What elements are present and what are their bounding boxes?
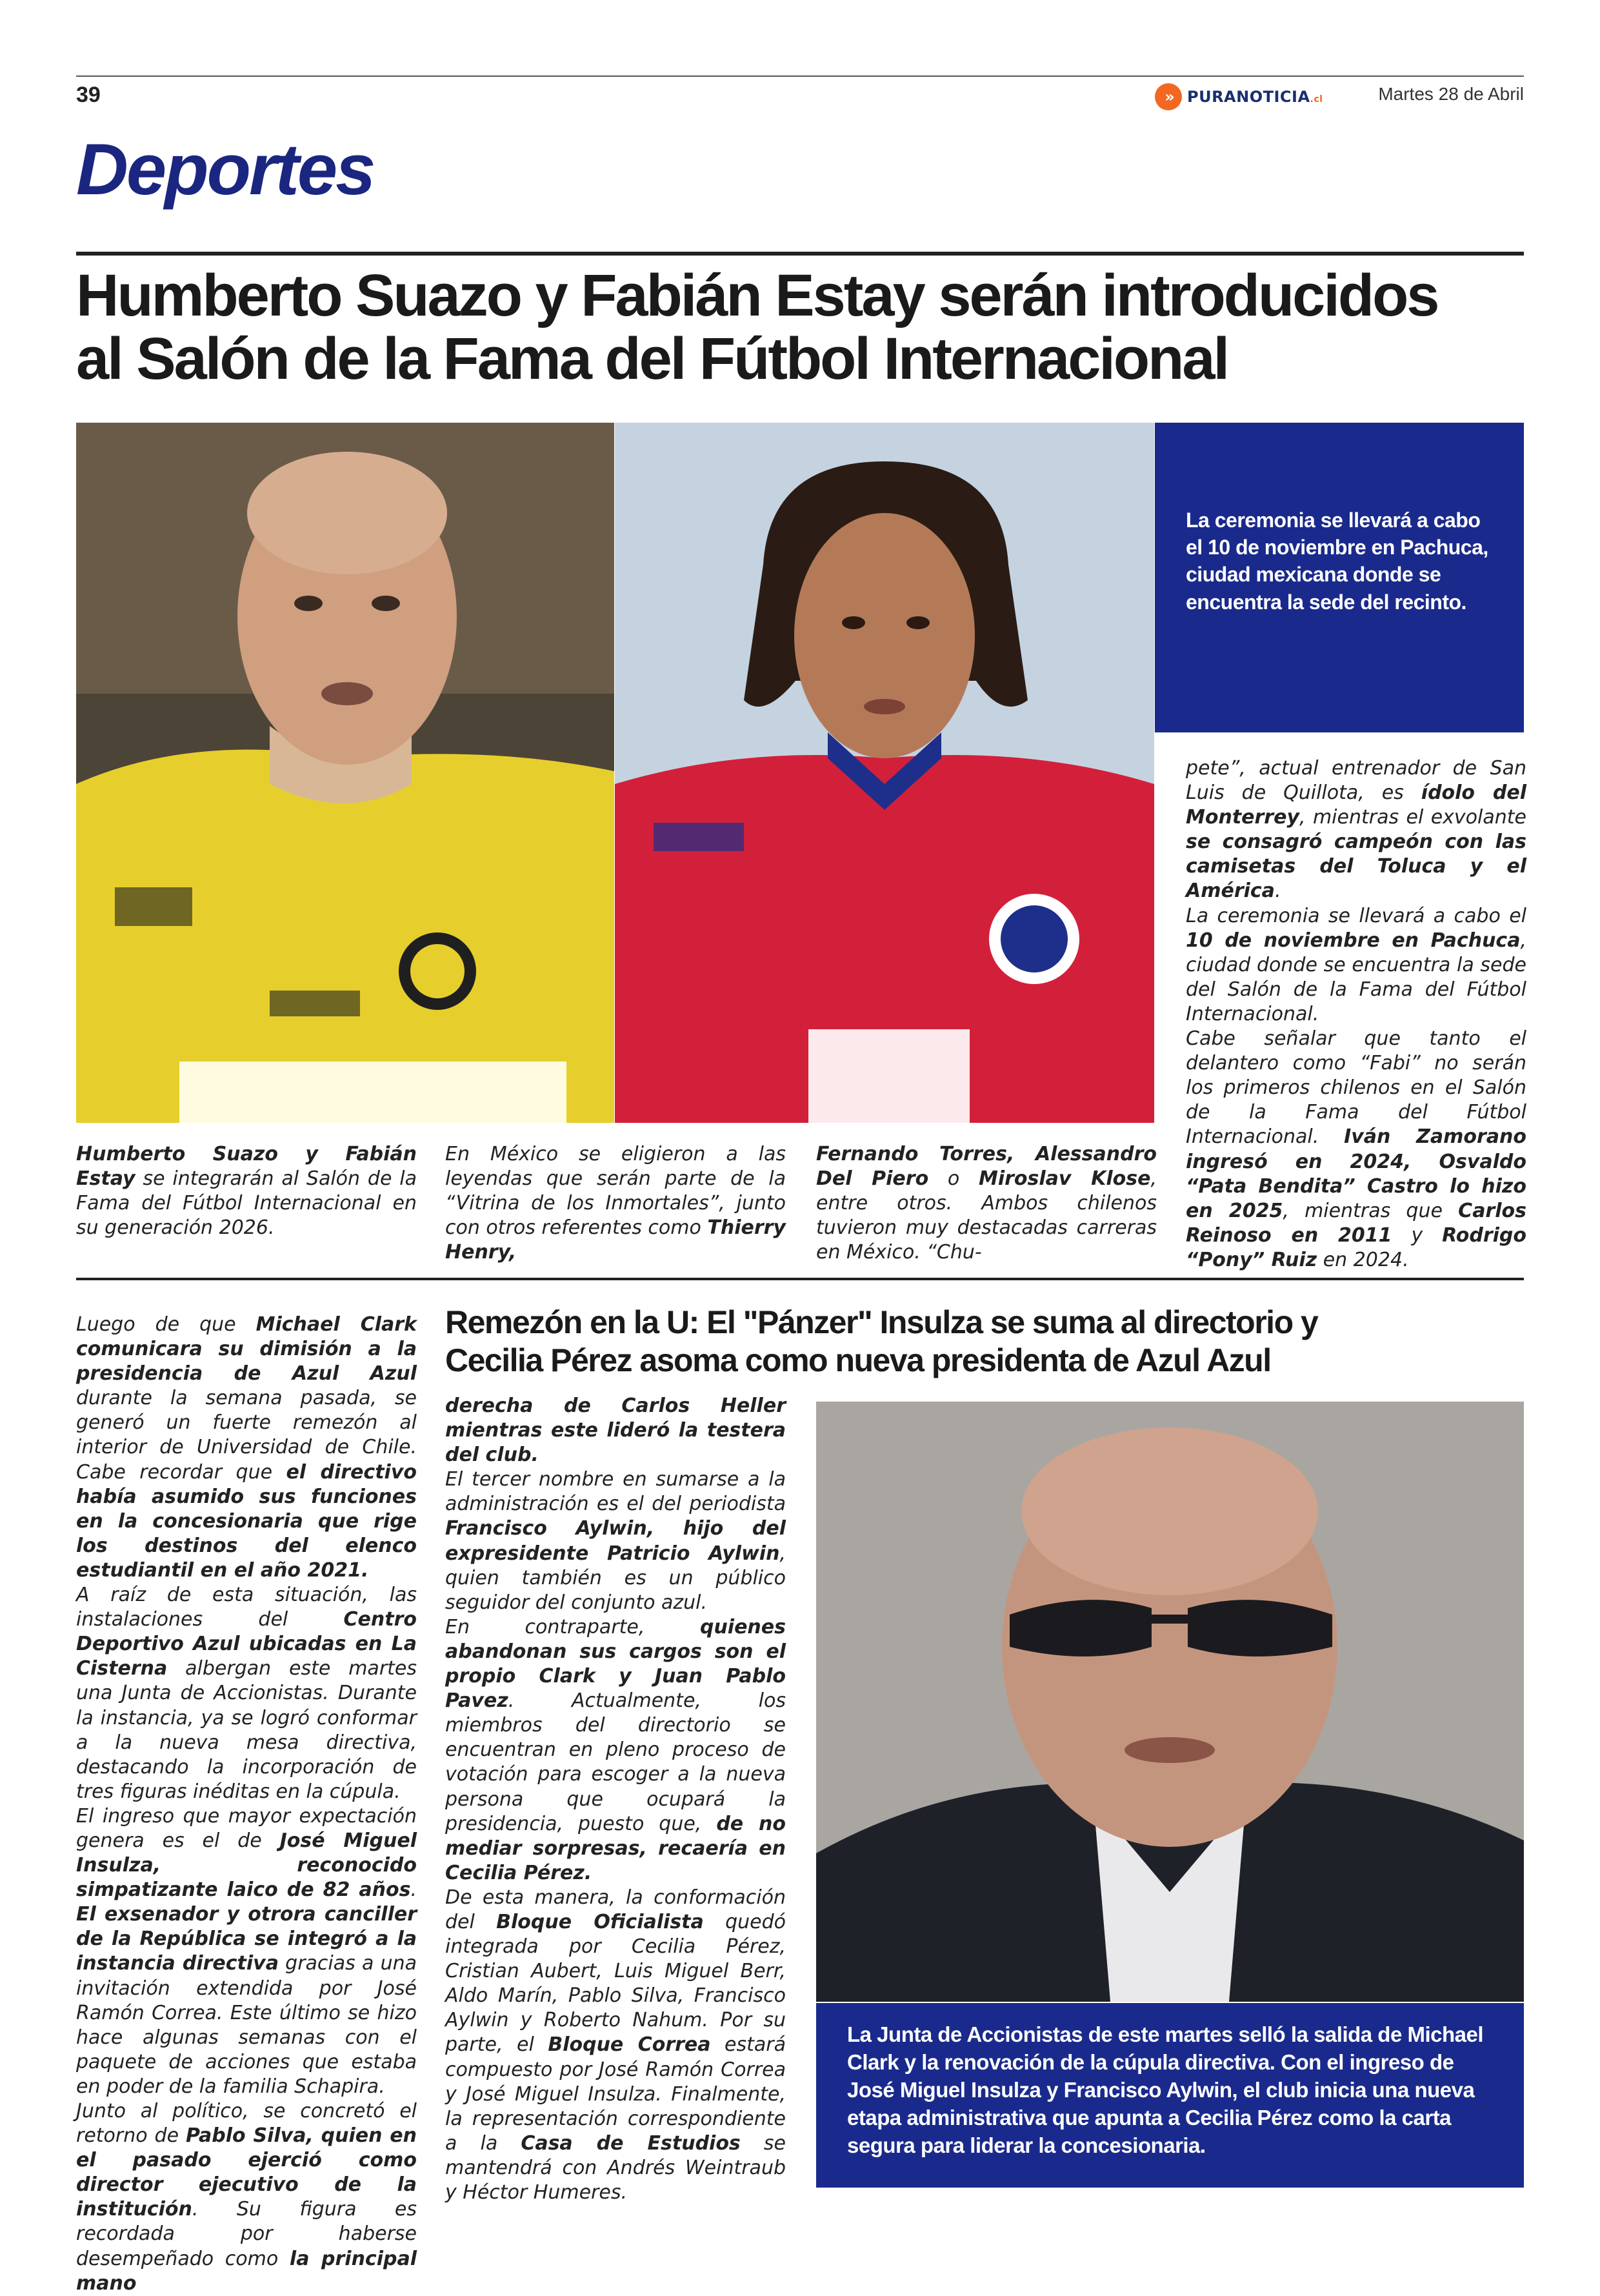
paragraph: [1186, 904, 1526, 1027]
text-span: Luego de que: [76, 1313, 256, 1336]
issue-date: Martes 28 de Abril: [1378, 84, 1524, 104]
text-span: pete”, actual entrenador de San Luis de Quillota, es: [1186, 757, 1526, 805]
text-bold: Bloque Correa: [548, 2033, 711, 2057]
site-logo: [1155, 83, 1323, 111]
text-bold: la principal mano: [76, 2247, 417, 2295]
text-span: , quien también es un público seguidor del conjunto azul.: [445, 1542, 786, 1614]
article-divider: [76, 1278, 1524, 1280]
header-rule: [76, 76, 1524, 77]
paragraph: [445, 1886, 786, 2205]
article1-column-2: [445, 1142, 786, 1265]
text-span: durante la semana pasada, se generó un fuerte remezón al interior de Universidad de Chile. Cabe recordar que: [76, 1387, 417, 1484]
highlight-text: La ceremonia se llevará a cabo el 10 de noviembre en Pachuca, ciudad mexicana donde se encuentra la sede del recinto.: [1186, 509, 1488, 614]
text-bold: 10 de noviembre en Pachuca: [1186, 929, 1521, 952]
logo-text: PURANOTICIA: [1187, 88, 1310, 106]
caption-rest: se integrarán al Salón de la Fama del Fútbol Internacional en su generación 2026.: [76, 1167, 417, 1240]
text-span: De esta manera, la conformación del: [445, 1886, 786, 1933]
page-number: 39: [76, 83, 101, 107]
text-span: , ciudad donde se encuentra la sede del Salón de la Fama del Fútbol Internacional.: [1186, 929, 1526, 1025]
text-span: estará compuesto por José Ramón Correa y José Miguel Insulza. Finalmente, la representación correspondiente a la: [445, 2033, 786, 2155]
text-bold: ídolo del Monterrey: [1186, 781, 1527, 829]
article1-column-3: [816, 1142, 1157, 1265]
text-span: se mantendrá con Andrés Weintraub y Héctor Humeres.: [445, 2131, 786, 2204]
text-span: .: [1274, 880, 1281, 903]
paragraph: [445, 1467, 786, 1615]
text-span: Junto al político, se concretó el retorno de: [76, 2100, 417, 2148]
text-span: quedó integrada por Cecilia Pérez, Cristian Aubert, Luis Miguel Berr, Aldo Marín, Pablo Silva, Francisco Aylwin y Roberto Nahum. Por su parte, el: [445, 1910, 786, 2057]
photo-jose-miguel-insulza: [816, 1402, 1524, 2002]
text-bold: Bloque Oficialista: [496, 1910, 704, 1933]
text-span: En contraparte,: [445, 1615, 700, 1638]
caption-bold: Humberto Suazo y Fabián Estay: [76, 1143, 417, 1191]
article2-headline-line1: Remezón en la U: El "Pánzer" Insulza se suma al directorio y: [445, 1304, 1318, 1340]
paragraph: [1186, 1027, 1526, 1273]
text-span: .: [410, 1878, 417, 1902]
text-bold: Pablo Silva, quien en el pasado ejerció como director ejecutivo de la institución: [76, 2124, 417, 2221]
text-bold: El exsenador y otrora canciller de la República se integró a la instancia directiva: [76, 1903, 417, 1975]
text-bold: quienes abandonan sus cargos son el propio Clark y Juan Pablo Pavez: [445, 1615, 786, 1713]
article1-headline-line1: Humberto Suazo y Fabián Estay serán introducidos: [76, 263, 1438, 328]
text-bold: se consagró campeón con las camisetas del Toluca y el América: [1186, 831, 1526, 903]
paragraph: [445, 1394, 786, 1467]
text-bold: Fernando Torres, Alessandro Del Piero: [816, 1143, 1157, 1191]
article2-column-1: [76, 1313, 417, 2296]
text-bold: el directivo había asumido sus funciones en la concesionaria que rige los destinos del elenco estudiantil en el año 2021.: [76, 1460, 417, 1582]
text-bold: Iván Zamorano ingresó en 2024, Osvaldo “Pata Bendita” Castro lo hizo en 2025: [1186, 1125, 1526, 1222]
text-bold: Thierry Henry,: [445, 1216, 786, 1264]
text-bold: Michael Clark comunicara su dimisión a la presidencia de Azul Azul: [76, 1313, 417, 1385]
text-span: albergan este martes una Junta de Accionistas. Durante la instancia, ya se logró conformar a la nueva mesa directiva, destacando la incorporación de tres figuras inéditas en la cúpula.: [76, 1657, 417, 1803]
photo-fabian-estay: [615, 423, 1154, 1123]
text-bold: de no mediar sorpresas, recaería en Cecilia Pérez.: [445, 1812, 786, 1884]
text-span: . Su figura es recordada por haberse desempeñado como: [76, 2198, 417, 2270]
paragraph: [1186, 756, 1526, 904]
text-span: en 2024.: [1317, 1248, 1409, 1271]
text-bold: Miroslav Klose: [978, 1167, 1151, 1191]
paragraph: [76, 2099, 417, 2296]
text-bold: Casa de Estudios: [521, 2131, 741, 2155]
photo-caption-article1: [76, 1142, 417, 1240]
text-span: o: [928, 1167, 979, 1191]
article-top-rule: [76, 252, 1524, 256]
text-span: Cabe señalar que tanto el delantero como “Fabi” no serán los primeros chilenos en el Salón de la Fama del Fútbol Internacional.: [1186, 1027, 1526, 1149]
text-bold: Carlos Reinoso en 2011: [1186, 1199, 1526, 1247]
paragraph: [76, 1583, 417, 1804]
article2-headline-line2: Cecilia Pérez asoma como nueva presidenta de Azul Azul: [445, 1342, 1271, 1378]
article2-headline: [445, 1304, 1529, 1379]
text-span: y: [1392, 1224, 1443, 1247]
text-span: La ceremonia se llevará a cabo el: [1186, 904, 1526, 927]
article1-column-4: [1186, 756, 1526, 1273]
text-bold: Rodrigo “Pony” Ruiz: [1186, 1224, 1527, 1271]
paragraph: [76, 1313, 417, 1583]
text-span: gracias a una invitación extendida por José Ramón Correa. Este último se hizo hace algunas semanas con el paquete de acciones que estaba en poder de la familia Schapira.: [76, 1952, 417, 2098]
photo-caption-article2: La Junta de Accionistas de este martes selló la salida de Michael Clark y la renovación de la cúpula directiva. Con el ingreso de José Miguel Insulza y Francisco Aylwin, el club inicia una nueva etapa administrativa que apunta a Cecilia Pérez como la carta segura para liderar la concesionaria.: [847, 2022, 1484, 2157]
text-span: , mientras que: [1283, 1199, 1459, 1222]
paragraph: [76, 1804, 417, 2099]
text-bold: José Miguel Insulza, reconocido simpatizante laico de 82 años: [76, 1829, 417, 1902]
text-span: A raíz de esta situación, las instalaciones del: [76, 1584, 417, 1631]
text-span: El tercer nombre en sumarse a la administración es el del periodista: [445, 1468, 786, 1516]
text-span: En México se eligieron a las leyendas que serán parte de la “Vitrina de los Inmortales”, junto con otros referentes como: [445, 1143, 786, 1240]
logo-suffix: .cl: [1310, 94, 1323, 105]
text-span: El ingreso que mayor expectación genera es el de: [76, 1804, 417, 1852]
text-span: , entre otros. Ambos chilenos tuvieron muy destacadas carreras en México. “Chu-: [816, 1167, 1157, 1264]
article1-headline-line2: al Salón de la Fama del Fútbol Internacional: [76, 325, 1228, 392]
text-bold: Centro Deportivo Azul ubicadas en La Cisterna: [76, 1608, 417, 1680]
logo-arrows-icon: »: [1155, 83, 1182, 110]
section-title: Deportes: [76, 129, 374, 210]
text-span: . Actualmente, los miembros del directorio se encuentran en pleno proceso de votación para escoger a la nueva persona que ocupará la presidencia, puesto que,: [445, 1689, 786, 1835]
photo-humberto-suazo: [76, 423, 614, 1123]
text-bold: derecha de Carlos Heller mientras este lideró la testera del club.: [445, 1395, 786, 1467]
article2-column-2: [445, 1394, 786, 2205]
text-span: , mientras el exvolante: [1299, 806, 1526, 829]
article1-headline: [76, 265, 1534, 390]
text-bold: Francisco Aylwin, hijo del expresidente Patricio Aylwin: [445, 1517, 786, 1565]
paragraph: [445, 1615, 786, 1886]
